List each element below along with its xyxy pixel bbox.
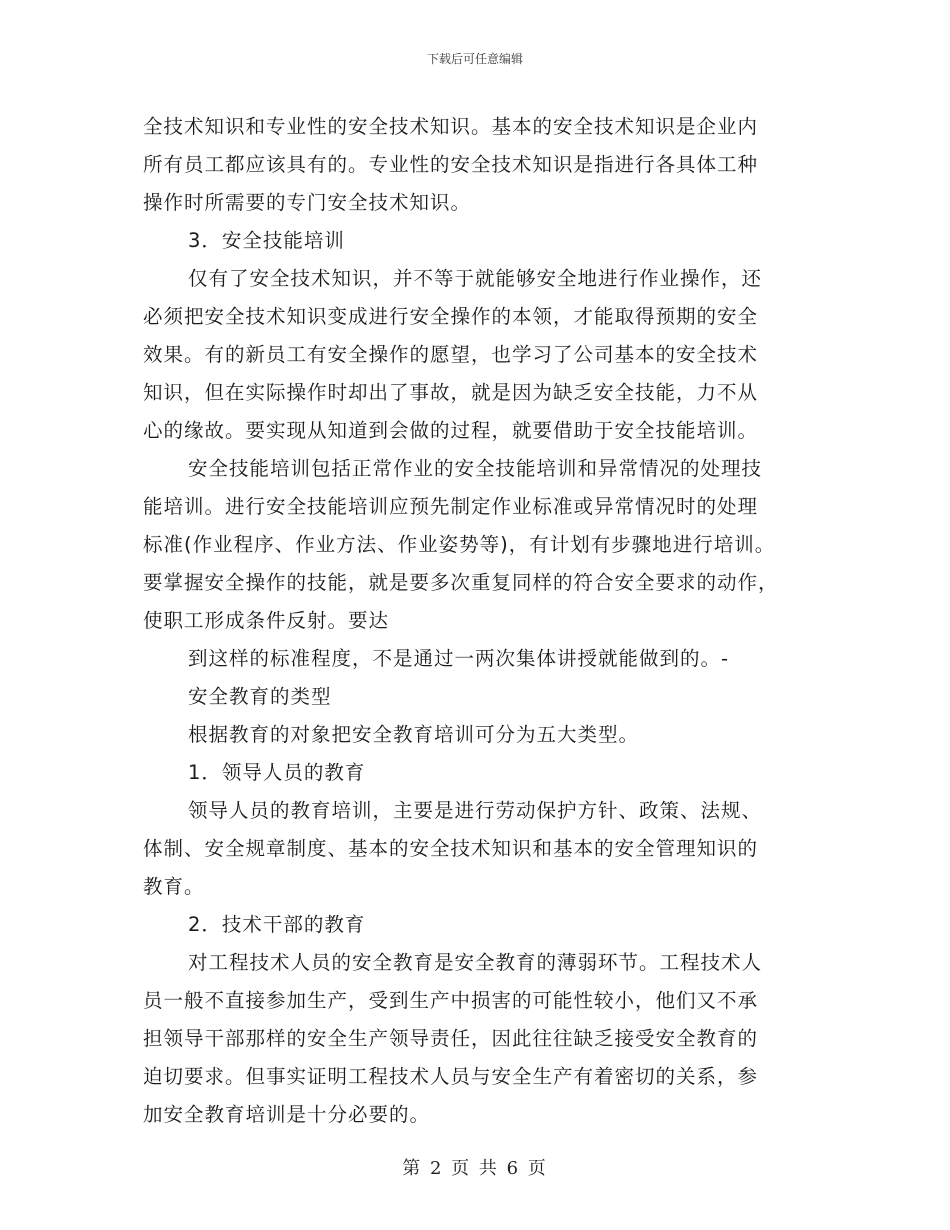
text-line: 担领导干部那样的安全生产领导责任，因此往往缺乏接受安全教育的 [143,1027,759,1050]
text-line: 要掌握安全操作的技能，就是要多次重复同样的符合安全要求的动作， [143,571,779,594]
text-line: 效果。有的新员工有安全操作的愿望，也学习了公司基本的安全技术 [143,343,759,366]
text-line: 3．安全技能培训 [188,229,345,252]
text-line: 所有员工都应该具有的。专业性的安全技术知识是指进行各具体工种 [143,153,759,176]
text-line: 心的缘故。要实现从知道到会做的过程，就要借助于安全技能培训。 [143,419,759,442]
text-line: 操作时所需要的专门安全技术知识。 [143,191,472,214]
text-line: 到这样的标准程度，不是通过一两次集体讲授就能做到的。- [188,647,730,670]
document-body [143,108,823,1134]
text-line: 知识，但在实际操作时却出了事故，就是因为缺乏安全技能，力不从 [143,381,759,404]
text-line: 仅有了安全技术知识，并不等于就能够安全地进行作业操作，还 [188,267,763,290]
text-line: 安全技能培训包括正常作业的安全技能培训和异常情况的处理技 [188,457,763,480]
text-line: 全技术知识和专业性的安全技术知识。基本的安全技术知识是企业内 [143,115,759,138]
text-line: 对工程技术人员的安全教育是安全教育的薄弱环节。工程技术人 [188,951,763,974]
text-line: 2．技术干部的教育 [188,913,366,936]
text-line: 领导人员的教育培训，主要是进行劳动保护方针、政策、法规、 [188,799,763,822]
text-line: 体制、安全规章制度、基本的安全技术知识和基本的安全管理知识的 [143,837,759,860]
text-line: 根据教育的对象把安全教育培训可分为五大类型。 [188,723,640,746]
text-line: 标准(作业程序、作业方法、作业姿势等)，有计划有步骤地进行培训。 [143,533,776,556]
page-header: 下载后可任意编辑 [426,52,523,66]
text-line: 1．领导人员的教育 [188,761,366,784]
text-line: 使职工形成条件反射。要达 [143,609,390,632]
text-line: 员一般不直接参加生产，受到生产中损害的可能性较小，他们又不承 [143,989,759,1012]
text-line: 教育。 [143,875,205,898]
text-line: 加安全教育培训是十分必要的。 [143,1103,431,1126]
text-line: 必须把安全技术知识变成进行安全操作的本领，才能取得预期的安全 [143,305,759,328]
text-line: 迫切要求。但事实证明工程技术人员与安全生产有着密切的关系，参 [143,1065,759,1088]
text-line: 能培训。进行安全技能培训应预先制定作业标准或异常情况时的处理 [143,495,759,518]
page-footer: 第 2 页 共 6 页 [402,1158,548,1179]
text-line: 安全教育的类型 [188,685,332,708]
